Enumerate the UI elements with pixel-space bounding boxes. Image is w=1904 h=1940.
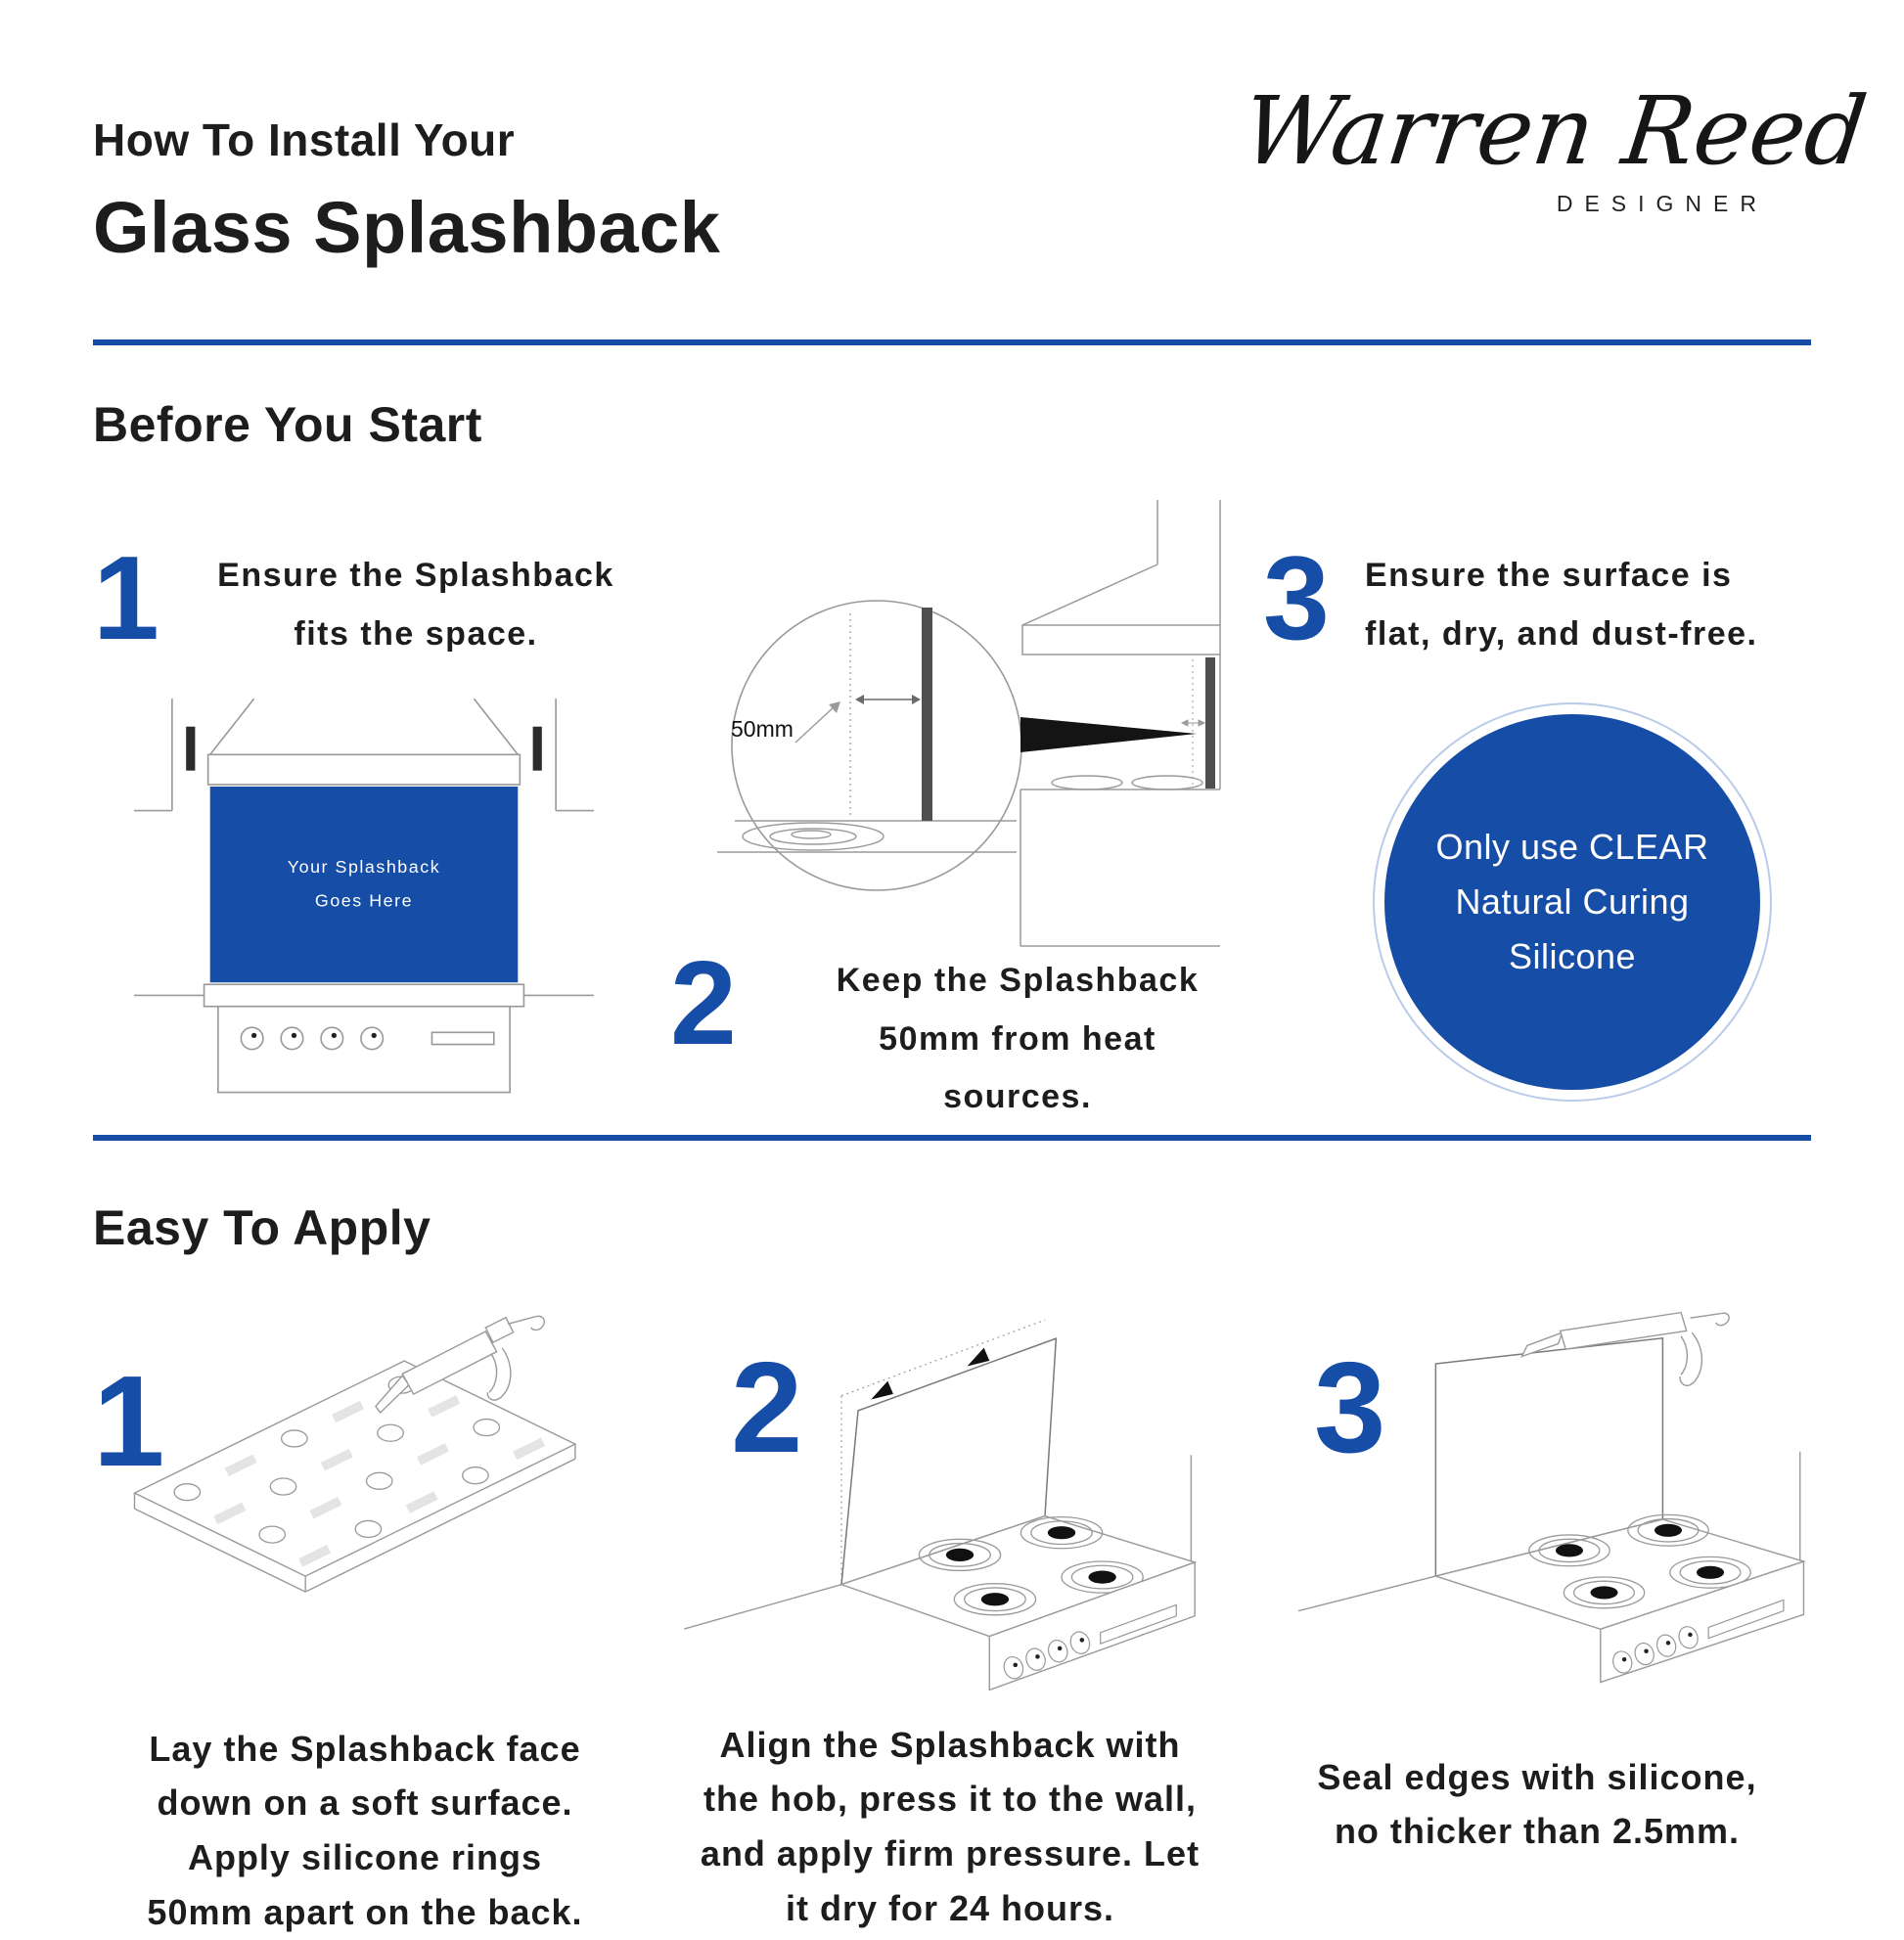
caption-line: 50mm apart on the back. — [147, 1891, 583, 1932]
stove-front — [218, 1007, 510, 1093]
splashback-edge — [1205, 657, 1215, 789]
before-step-1 — [93, 516, 637, 1127]
apply-step-2-caption — [647, 1718, 1253, 1936]
splashback-label-line2: Goes Here — [314, 890, 414, 911]
apply-step-2 — [637, 1307, 1263, 1940]
step-3-caption — [1365, 547, 1811, 663]
heat-distance-illustration — [676, 496, 1224, 956]
silicone-badge-ring — [1373, 702, 1772, 1102]
section-heading-before: Before You Start — [93, 397, 482, 452]
brand-logo — [1237, 76, 1873, 217]
step-3-header — [1263, 531, 1811, 664]
oven-handle — [431, 1032, 493, 1044]
section-heading-apply: Easy To Apply — [93, 1199, 431, 1255]
splashback-placeholder — [210, 787, 519, 982]
before-steps-row — [93, 516, 1811, 1127]
step-3-number: 3 — [1263, 531, 1330, 664]
step-2-caption — [772, 952, 1263, 1127]
caption-line: no thicker than 2.5mm. — [1334, 1811, 1741, 1852]
step-1-header — [93, 531, 637, 664]
apply-step-3 — [1263, 1307, 1811, 1940]
section-divider — [93, 1135, 1811, 1141]
callout-wedge — [1020, 717, 1197, 752]
step-1-number: 1 — [93, 531, 159, 664]
magnifier-circle — [732, 601, 1021, 890]
caption-line: flat, dry, and dust-free. — [1365, 614, 1758, 653]
badge-line: Natural Curing — [1455, 881, 1690, 923]
apply-step-1-number: 1 — [93, 1348, 165, 1493]
section-divider — [93, 339, 1811, 345]
step-2-number: 2 — [670, 936, 737, 1069]
before-step-2 — [637, 516, 1263, 1127]
caption-line: Keep the Splashback — [836, 962, 1200, 999]
silicone-badge — [1384, 714, 1760, 1090]
cabinet-handle-left — [186, 727, 195, 771]
splashback-label-line1: Your Splashback — [287, 856, 441, 877]
step-2-header — [637, 936, 1263, 1127]
cabinet-handle-right — [533, 727, 542, 771]
caption-line: down on a soft surface. — [157, 1782, 573, 1824]
counter-bar — [204, 984, 524, 1006]
before-step-3 — [1263, 516, 1811, 1127]
hood-flare — [210, 699, 519, 754]
caption-line: Ensure the Splashback — [217, 557, 614, 594]
badge-line: Only use CLEAR — [1435, 827, 1709, 868]
caption-line: Ensure the surface is — [1365, 557, 1733, 594]
apply-step-1 — [93, 1307, 637, 1940]
caption-line: sources. — [943, 1078, 1092, 1115]
page-subtitle: How To Install Your — [93, 114, 516, 165]
header — [93, 76, 1873, 269]
splashback-edge-detail — [922, 608, 932, 821]
measurement-label: 50mm — [731, 716, 793, 742]
apply-step-1-caption — [101, 1722, 629, 1940]
logo-signature: Warren Reed — [1237, 76, 1873, 186]
badge-line: Silicone — [1508, 935, 1637, 976]
gap-arrow — [855, 695, 921, 704]
apply-step-2-number: 2 — [731, 1334, 803, 1479]
caption-line: 50mm from heat — [879, 1019, 1156, 1058]
step-1-caption — [195, 547, 637, 663]
caption-line: Lay the Splashback face — [149, 1728, 581, 1769]
caption-line: and apply firm pressure. Let — [700, 1833, 1201, 1874]
page-title: Glass Splashback — [93, 187, 721, 268]
silicone-rings-illustration — [109, 1313, 608, 1710]
hood-bar — [208, 754, 521, 785]
caption-line: it dry for 24 hours. — [785, 1887, 1115, 1928]
apply-step-3-caption — [1273, 1750, 1801, 1860]
caption-line: Seal edges with silicone, — [1317, 1756, 1757, 1797]
apply-step-3-number: 3 — [1314, 1334, 1386, 1479]
caption-line: Apply silicone rings — [187, 1837, 543, 1878]
caption-line: fits the space. — [294, 614, 538, 653]
right-cabinet — [556, 699, 594, 810]
caption-line: Align the Splashback with — [719, 1724, 1181, 1765]
splashback-panel — [135, 1361, 575, 1576]
logo-subtitle: DESIGNER — [1556, 190, 1768, 216]
splashback-fit-illustration — [134, 693, 594, 1112]
left-cabinet — [134, 699, 172, 810]
apply-steps-row — [93, 1307, 1811, 1940]
caption-line: the hob, press it to the wall, — [703, 1779, 1198, 1820]
title-block — [93, 78, 720, 269]
